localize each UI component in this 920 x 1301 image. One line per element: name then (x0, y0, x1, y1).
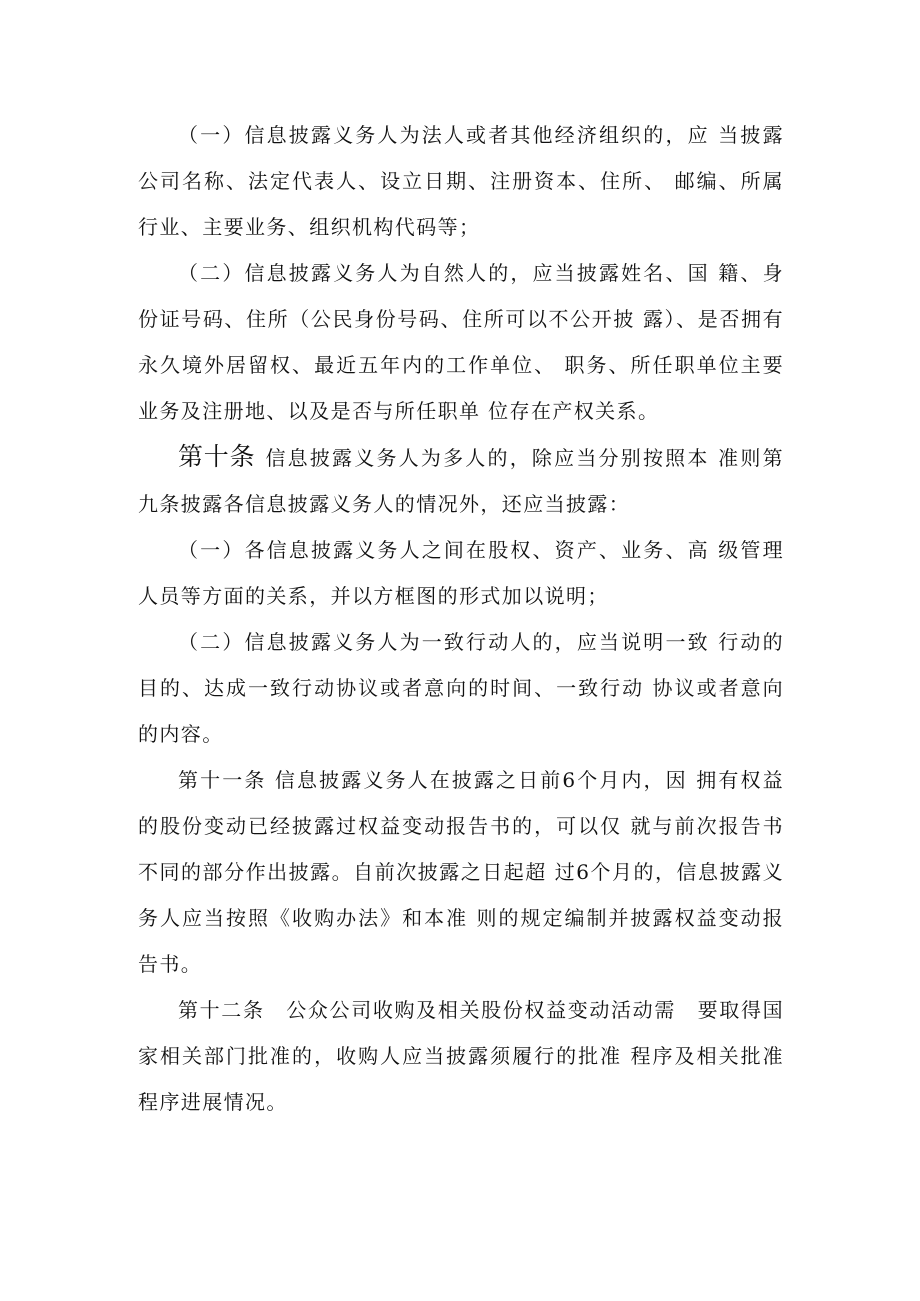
article-10-item-1: （一）各信息披露义务人之间在股权、资产、业务、高 级管理人员等方面的关系，并以方框图的形式加以说明； (138, 538, 784, 608)
paragraph-natural-person-disclosure: （二）信息披露义务人为自然人的，应当披露姓名、国 籍、身份证号码、住所（公民身份号码、住所可以不公开披 露）、是否拥有永久境外居留权、最近五年内的工作单位、 职务、所任职单位主要业务及注册地、以及是否与所任职单 位存在产权关系。 (138, 261, 784, 423)
article-10-heading: 第十条 (178, 442, 256, 471)
article-10 (138, 434, 784, 527)
article-10-text: 信息披露义务人为多人的，除应当分别按照本 准则第九条披露各信息披露义务人的情况外，还应当披露： (138, 446, 784, 516)
article-10-item-2: （二）信息披露义务人为一致行动人的，应当说明一致 行动的目的、达成一致行动协议或者意向的时间、一致行动 协议或者意向的内容。 (138, 630, 784, 746)
article-11: 第十一条 信息披露义务人在披露之日前6个月内，因 拥有权益的股份变动已经披露过权益变动报告书的，可以仅 就与前次报告书不同的部分作出披露。自前次披露之日起超 过6个月的，信息披露义务人应当按照《收购办法》和本准 则的规定编制并披露权益变动报告书。 (138, 768, 784, 976)
paragraph-legal-entity-disclosure: （一）信息披露义务人为法人或者其他经济组织的，应 当披露公司名称、法定代表人、设立日期、注册资本、住所、 邮编、所属行业、主要业务、组织机构代码等； (138, 123, 784, 239)
document-page (138, 112, 784, 1125)
article-12: 第十二条 公众公司收购及相关股份权益变动活动需 要取得国家相关部门批准的，收购人应当披露须履行的批准 程序及相关批准程序进展情况。 (138, 998, 784, 1114)
